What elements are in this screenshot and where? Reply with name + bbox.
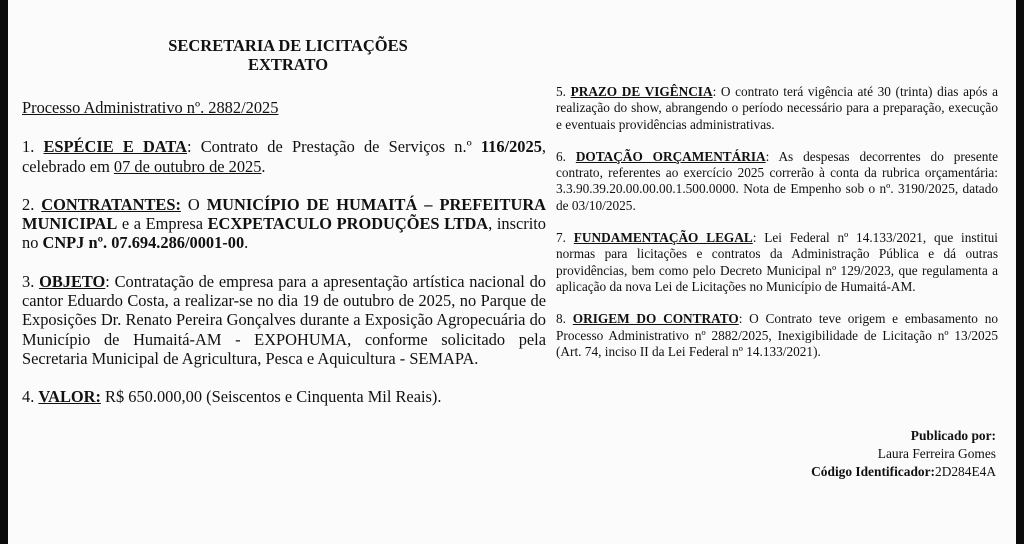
section-number: 7. xyxy=(556,230,574,246)
signature-block xyxy=(811,427,996,481)
section-title: FUNDAMENTAÇÃO LEGAL xyxy=(573,230,753,246)
section-text: , celebrado em xyxy=(22,137,547,176)
contract-date: 07 de outubro de 2025 xyxy=(113,156,262,176)
section-contratantes xyxy=(22,195,546,253)
section-dotacao-orcamentaria xyxy=(556,149,998,214)
section-number: 6. xyxy=(556,148,576,164)
section-text: : Lei Federal nº 14.133/2021, que institui normas para licitações e contratos da Administração Pública e dá outras providências, bem como pelo Decreto Municipal nº 129/2023, que regulamenta a aplicação da nova Lei de Licitações no Município de Humaitá-AM. xyxy=(556,230,999,294)
document-page xyxy=(8,0,1016,544)
section-number: 3. xyxy=(22,271,40,291)
section-text: R$ 650.000,00 (Seiscentos e Cinquenta Mil Reais). xyxy=(100,387,442,407)
section-text: : Contratação de empresa para a apresentação artística nacional do cantor Eduardo Costa, a realizar-se no dia 19 de outubro de 2025, no Parque de Exposições Dr. Renato Pereira Gonçalves durante a Exposição Agropecuária do Município de Humaitá-AM - EXPOHUMA, conforme solicitado pela Secretaria Municipal de Agricultura, Pesca e Aquicultura - SEMAPA. xyxy=(22,271,546,368)
section-text: : O Contrato teve origem e embasamento no Processo Administrativo nº 2882/2025, Inexigibilidade de Licitação nº 13/2025 (Art. 74, inciso II da Lei Federal nº 14.133/2021). xyxy=(556,311,999,359)
section-objeto xyxy=(22,272,546,368)
section-text: , inscrito no xyxy=(22,214,546,253)
section-title: VALOR: xyxy=(38,387,101,407)
section-number: 1. xyxy=(22,137,44,157)
identifier-code: 2D284E4A xyxy=(935,464,996,479)
published-by-label: Publicado por: xyxy=(910,428,996,443)
section-title: ORIGEM DO CONTRATO xyxy=(572,311,739,327)
section-number: 8. xyxy=(556,311,573,327)
contract-number: 116/2025 xyxy=(480,137,542,157)
section-prazo-vigencia xyxy=(556,84,998,133)
section-title: ESPÉCIE E DATA xyxy=(43,137,187,157)
section-number: 2. xyxy=(22,194,42,214)
processo-administrativo: Processo Administrativo nº. 2882/2025 xyxy=(22,98,279,117)
left-column xyxy=(22,98,546,426)
section-valor xyxy=(22,387,546,406)
section-title: PRAZO DE VIGÊNCIA xyxy=(570,84,713,99)
header-extrato: EXTRATO xyxy=(247,55,329,74)
section-number: 4. xyxy=(22,387,39,407)
contratada-empresa: ECXPETACULO PRODUÇÕES LTDA xyxy=(207,214,489,234)
section-especie-data xyxy=(22,137,546,176)
section-text: : O contrato terá vigência até 30 (trinta) dias após a realização do show, abrangendo o período necessário para a preparação, execução e eventuais providências administrativas. xyxy=(556,84,998,132)
document-header xyxy=(38,36,538,74)
header-secretaria: SECRETARIA DE LICITAÇÕES xyxy=(168,36,408,55)
contratante-municipio: MUNICÍPIO DE HUMAITÁ – PREFEITURA MUNICIPAL xyxy=(22,194,546,234)
identifier-label: Código Identificador: xyxy=(811,464,935,479)
section-text: . xyxy=(244,233,249,253)
colon: : xyxy=(186,137,201,157)
section-number: 5. xyxy=(556,84,571,99)
section-text: e a Empresa xyxy=(117,214,208,234)
section-origem-contrato xyxy=(556,311,998,360)
section-title: OBJETO xyxy=(39,271,106,291)
identifier-line xyxy=(811,463,996,481)
section-title: DOTAÇÃO ORÇAMENTÁRIA xyxy=(575,148,766,164)
publisher-name: Laura Ferreira Gomes xyxy=(877,446,996,461)
section-text: . xyxy=(261,156,266,176)
section-text: Contrato de Prestação de Serviços n.º xyxy=(200,137,481,157)
section-text: O xyxy=(180,194,207,214)
cnpj: CNPJ nº. 07.694.286/0001-00 xyxy=(42,233,245,253)
right-column xyxy=(556,84,998,376)
section-fundamentacao-legal xyxy=(556,230,998,295)
section-title: CONTRATANTES: xyxy=(41,194,181,214)
section-text: : As despesas decorrentes do presente contrato, referentes ao exercício 2025 correrão à conta da rubrica orçamentária: 3.3.90.39.20.00.00.00.1.500.0000. Nota de Empenho sob o nº. 3190/2025, datado de 03/10/2025. xyxy=(556,148,998,213)
